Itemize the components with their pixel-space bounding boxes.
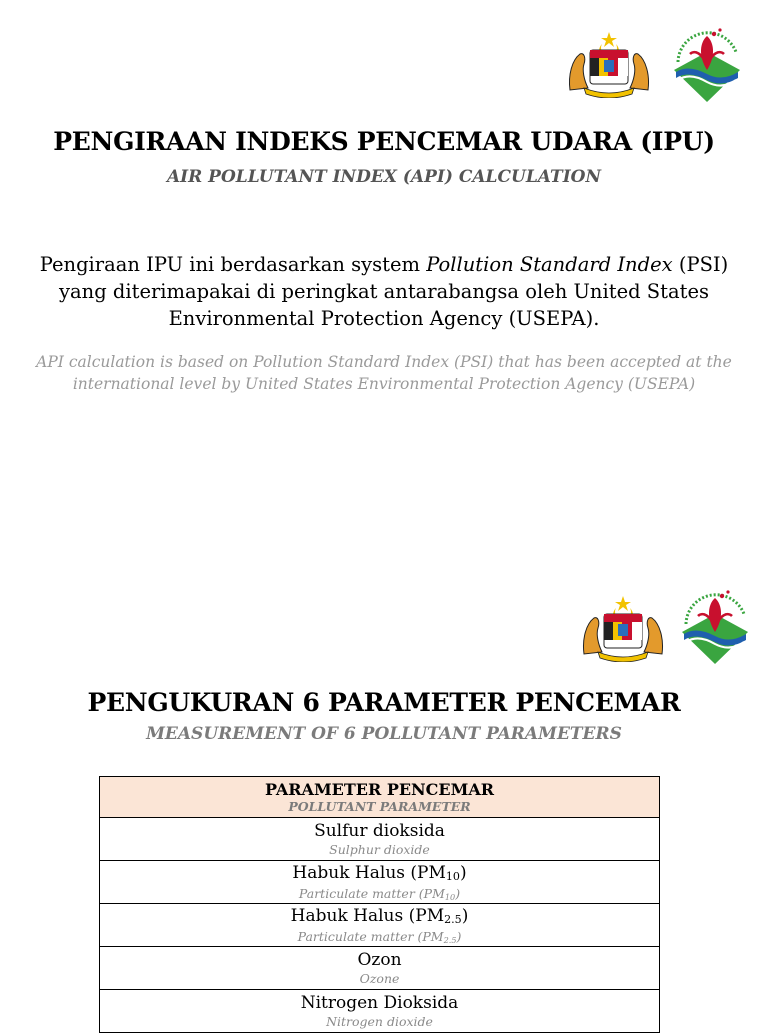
- jas-logo-icon: [676, 584, 754, 664]
- body-text-part2: (PSI) yang diterimapakai di peringkat antarabangsa oleh United States Environmental Protection Agency (USEPA).: [59, 253, 729, 330]
- table-cell: [100, 861, 660, 904]
- body-text-italic: Pollution Standard Index: [426, 253, 673, 276]
- section-title: PENGUKURAN 6 PARAMETER PENCEMAR: [87, 688, 681, 717]
- table-row: [100, 818, 660, 861]
- pollutant-name-english: Nitrogen dioxide: [326, 1014, 433, 1029]
- table-cell: [100, 990, 660, 1033]
- jas-logo-icon: [668, 22, 746, 102]
- table-cell: [100, 947, 660, 990]
- body-text-malay: [30, 251, 738, 332]
- body-text-part1: Pengiraan IPU ini berdasarkan system: [39, 253, 427, 276]
- page-title: PENGIRAAN INDEKS PENCEMAR UDARA (IPU): [53, 127, 715, 156]
- table-header-cell: [100, 777, 660, 818]
- page-subtitle: AIR POLLUTANT INDEX (API) CALCULATION: [166, 167, 602, 187]
- pollutant-name-malay: Sulfur dioksida: [314, 821, 445, 841]
- table-row: [100, 904, 660, 947]
- table-header-row: [100, 777, 660, 818]
- pollutant-name-malay: Nitrogen Dioksida: [300, 993, 459, 1013]
- pollutant-name-english: Particulate matter $(PM_{10})$: [298, 885, 461, 902]
- malaysia-coat-of-arms-icon: [580, 594, 666, 662]
- pollutant-name-english: Particulate matter $(PM_{2.5})$: [297, 928, 462, 945]
- table-row: [100, 861, 660, 904]
- pollutant-name-malay: Ozon: [357, 950, 402, 970]
- body-text-english: API calculation is based on Pollution Standard Index (PSI) that has been accepted at the international level by United States Environmental Protection Agency (USEPA): [36, 353, 732, 393]
- header-label-english: POLLUTANT PARAMETER: [288, 798, 471, 814]
- header-label-malay: PARAMETER PENCEMAR: [264, 779, 495, 799]
- pollutant-table: [99, 776, 660, 1033]
- table-cell: [100, 818, 660, 861]
- table-row: [100, 990, 660, 1033]
- slide-2: [0, 580, 768, 1029]
- pollutant-name-english: Sulphur dioxide: [329, 842, 430, 857]
- section-subtitle: MEASUREMENT OF 6 POLLUTANT PARAMETERS: [146, 724, 622, 744]
- table-row: [100, 947, 660, 990]
- table-cell: [100, 904, 660, 947]
- pollutant-name-malay: Habuk Halus $(PM_{2.5})$: [290, 905, 469, 927]
- pollutant-name-malay: Habuk Halus $(PM_{10})$: [292, 862, 467, 884]
- pollutant-name-english: Ozone: [359, 971, 400, 986]
- malaysia-coat-of-arms-icon: [566, 30, 652, 98]
